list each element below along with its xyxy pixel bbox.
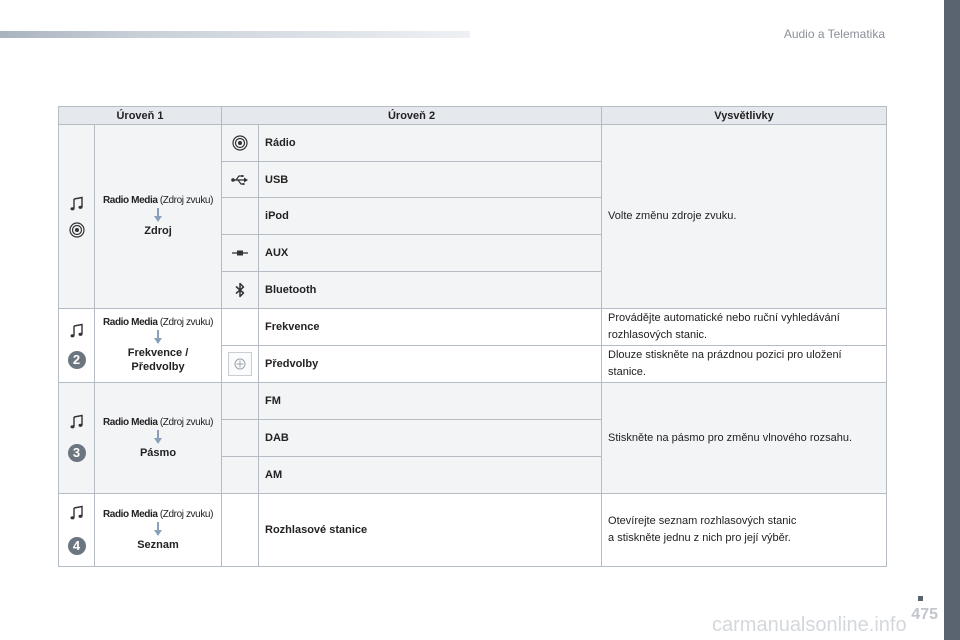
page-edge-bar <box>944 0 960 640</box>
level1-cell <box>95 309 222 383</box>
level1-label: Zdroj <box>144 225 172 237</box>
step-badge: 2 <box>68 351 86 369</box>
arrow-down-icon <box>154 522 162 536</box>
menu-path-suffix: (Zdroj zvuku) <box>157 195 214 206</box>
level1-cell <box>95 494 222 567</box>
arrow-down-icon <box>154 330 162 344</box>
music-note-icon <box>69 414 85 430</box>
explanation-cell: Dlouze stiskněte na prázdnou pozici pro uložení stanice. <box>602 346 887 383</box>
item-icon-cell <box>222 494 259 567</box>
level2-item: DAB <box>259 420 602 457</box>
menu-path <box>95 195 221 206</box>
item-icon-cell <box>222 309 259 346</box>
level1-cell <box>95 383 222 494</box>
item-icon-cell <box>222 346 259 383</box>
step-badge: 4 <box>68 537 86 555</box>
menu-path-prefix: Radio Media <box>102 195 158 206</box>
level1-label: Seznam <box>137 538 179 551</box>
menu-table <box>58 106 887 567</box>
menu-path-suffix: (Zdroj zvuku) <box>157 317 214 328</box>
menu-path <box>95 417 221 428</box>
level2-item: Bluetooth <box>259 272 602 309</box>
item-icon-cell <box>222 272 259 309</box>
explanation-line: a stiskněte jednu z nich pro její výběr. <box>608 532 791 544</box>
level1-icons-cell <box>59 125 95 309</box>
level1-cell <box>95 125 222 309</box>
explanation-cell <box>602 494 887 567</box>
menu-path-prefix: Radio Media <box>102 508 158 520</box>
item-icon-cell <box>222 198 259 235</box>
column-header-explanation: Vysvětlivky <box>602 107 887 125</box>
page-number: 475 <box>911 606 938 623</box>
step-badge: 3 <box>68 444 86 462</box>
watermark: carmanualsonline.info <box>712 614 907 636</box>
add-preset-icon <box>228 352 252 376</box>
table-row <box>59 309 887 346</box>
bluetooth-icon <box>222 282 258 298</box>
table-row <box>59 125 887 162</box>
music-note-icon <box>69 505 85 521</box>
radio-icon <box>222 135 258 151</box>
level2-item: Předvolby <box>259 346 602 383</box>
music-note-icon <box>69 196 85 212</box>
arrow-down-icon <box>154 208 162 222</box>
menu-path-suffix: (Zdroj zvuku) <box>157 416 214 428</box>
level2-item: Rozhlasové stanice <box>259 494 602 567</box>
page-marker <box>918 596 923 601</box>
level1-label: Předvolby <box>131 361 185 373</box>
column-header-level2: Úroveň 2 <box>222 107 602 125</box>
table-header-row <box>59 107 887 125</box>
level2-item: FM <box>259 383 602 420</box>
item-icon-cell <box>222 383 259 420</box>
menu-path-prefix: Radio Media <box>102 416 158 428</box>
header-decor-bar <box>0 31 470 38</box>
arrow-down-icon <box>154 430 162 444</box>
menu-path <box>95 317 221 328</box>
music-note-icon <box>69 323 85 339</box>
section-title: Audio a Telematika <box>783 27 885 41</box>
level2-item: AUX <box>259 235 602 272</box>
item-icon-cell <box>222 420 259 457</box>
item-icon-cell <box>222 457 259 494</box>
column-header-level1: Úroveň 1 <box>59 107 222 125</box>
explanation-cell: Stiskněte na pásmo pro změnu vlnového rozsahu. <box>602 383 887 494</box>
level2-item: USB <box>259 162 602 198</box>
item-icon-cell <box>222 235 259 272</box>
menu-path-suffix: (Zdroj zvuku) <box>157 508 214 520</box>
level2-item: Frekvence <box>259 309 602 346</box>
level2-item: Rádio <box>259 125 602 162</box>
explanation-cell: Volte změnu zdroje zvuku. <box>602 125 887 309</box>
table-row <box>59 383 887 420</box>
level1-icons-cell <box>59 309 95 383</box>
level1-icons-cell <box>59 494 95 567</box>
menu-path <box>95 509 221 520</box>
menu-path-prefix: Radio Media <box>102 317 158 328</box>
radio-antenna-icon <box>69 222 85 238</box>
item-icon-cell <box>222 162 259 198</box>
table-row <box>59 494 887 567</box>
usb-icon <box>222 174 258 186</box>
level2-item: AM <box>259 457 602 494</box>
level2-item: iPod <box>259 198 602 235</box>
explanation-cell: Provádějte automatické nebo ruční vyhledávání rozhlasových stanic. <box>602 309 887 346</box>
explanation-line: Otevírejte seznam rozhlasových stanic <box>608 515 797 527</box>
level1-icons-cell <box>59 383 95 494</box>
aux-cable-icon <box>222 248 258 258</box>
level1-label: Pásmo <box>139 446 177 459</box>
item-icon-cell <box>222 125 259 162</box>
level1-label: Frekvence / <box>127 347 189 359</box>
